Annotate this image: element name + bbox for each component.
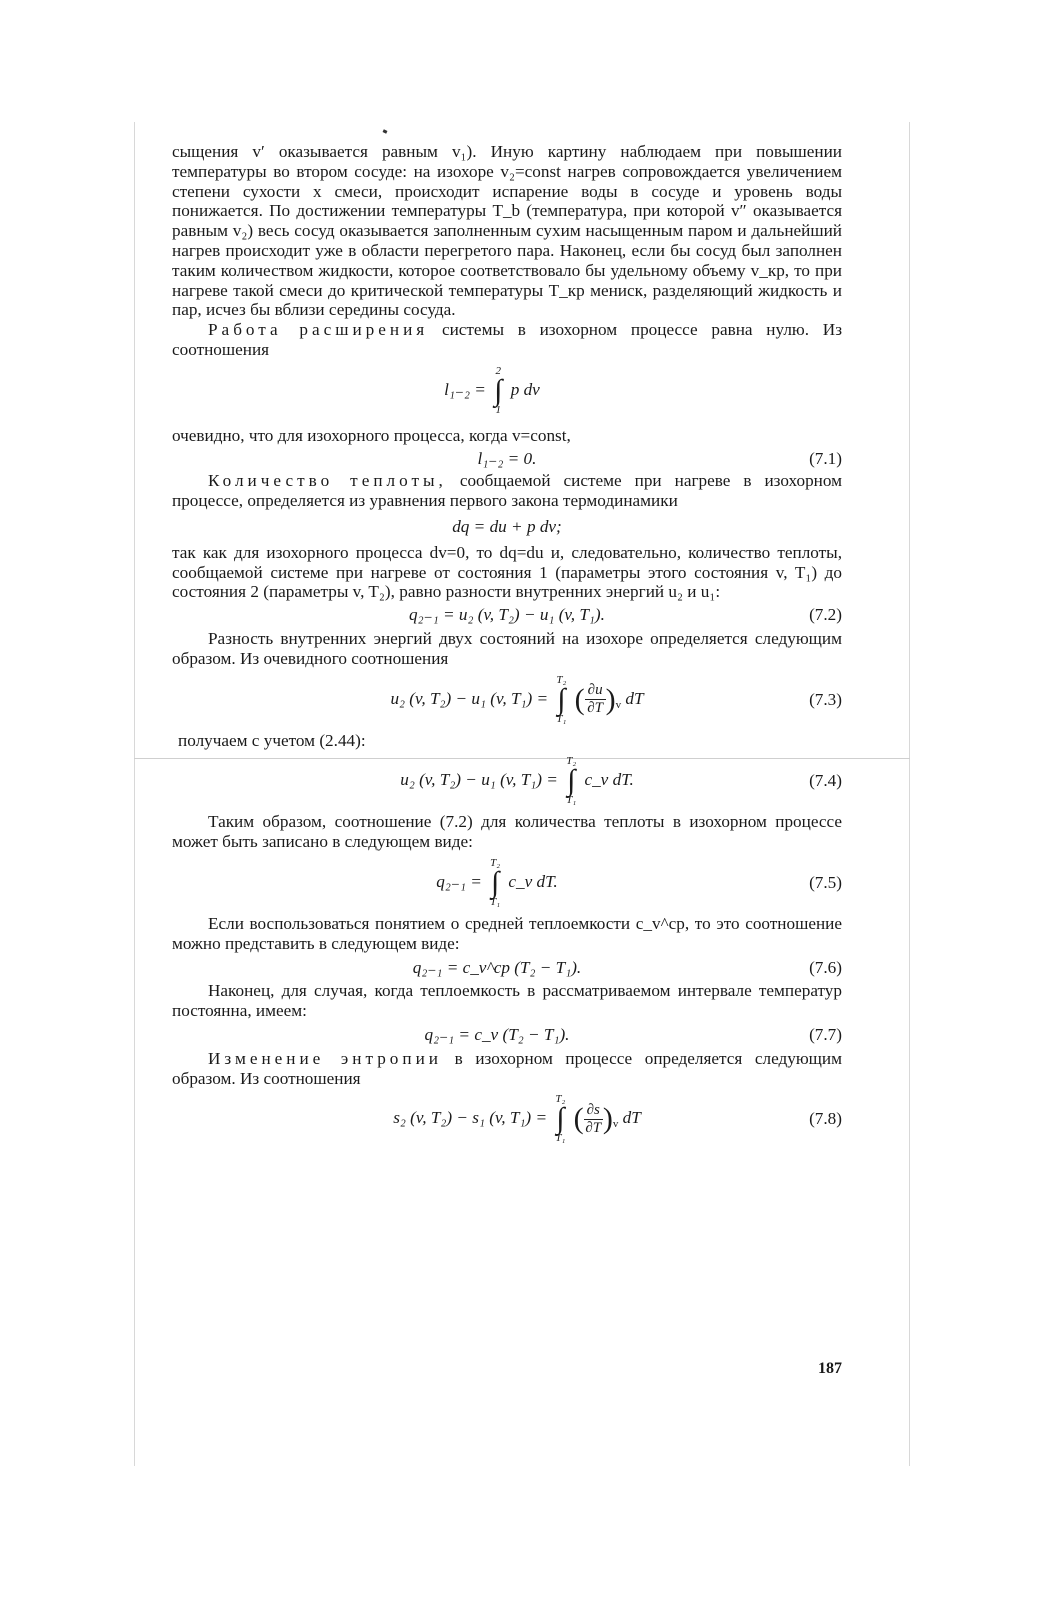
equation-work-integral — [172, 366, 842, 416]
paragraph-11 — [172, 1049, 842, 1089]
equation-7-8: s₂ (v, T₂) − s₁ (v, T₁) = T₂ ∫ T₁ ( $\frac{\partial s}{\partial T}$ )$_v$ dT (7.8) — [393, 1093, 842, 1145]
page-text — [172, 142, 842, 1150]
eq-7-5-lhs: q₂₋₁ = — [436, 871, 482, 891]
frac-subscript: v — [612, 1118, 619, 1131]
paragraph-2-text: системы в изохорном процессе равна нулю. Из соотношения — [172, 320, 842, 359]
integral-lower: 1 — [495, 403, 502, 416]
paragraph-9: Если воспользоваться понятием о средней теплоемкости c_v^ср, то это соотношение можно представить в следующем виде: — [172, 913, 842, 953]
equation-7-5 — [172, 858, 842, 908]
paragraph-8: Таким образом, соотношение (7.2) для количества теплоты в изохорном процессе может быть записано в следующем виде: — [172, 812, 842, 852]
equation-7-7 — [172, 1025, 842, 1045]
paragraph-4 — [172, 471, 842, 511]
eq-7-4-number: (7.4) — [809, 771, 842, 791]
integral-sign: T₂ ∫ T₁ — [556, 673, 567, 725]
equation-7-3: u₂ (v, T₂) − u₁ (v, T₁) = T₂ ∫ T₁ ( $\frac{\partial u}{\partial T}$ )$_v$ dT (7.3) — [390, 673, 842, 725]
frac-subscript: v — [615, 698, 622, 711]
eq-7-3-lhs: u₂ (v, T₂) − u₁ (v, T₁) = — [390, 688, 549, 708]
eq-7-5-number: (7.5) — [809, 873, 842, 893]
eq-7-2-body: q₂₋₁ = u₂ (v, T₂) − u₁ (v, T₁). — [409, 605, 605, 625]
integral-upper: T₂ — [566, 755, 577, 768]
integral-sign: 2 ∫ 1 — [494, 364, 503, 416]
eq-first-law-body: dq = du + p dv; — [452, 516, 562, 536]
integral-upper: 2 — [495, 364, 502, 377]
equation-7-4 — [172, 756, 842, 806]
eq-7-8-tail: dT — [622, 1108, 641, 1128]
paragraph-2 — [172, 320, 842, 360]
paragraph-7: получаем с учетом (2.44): — [178, 730, 366, 750]
eq-7-7-body: q₂₋₁ = c_v (T₂ − T₁). — [424, 1024, 570, 1044]
eq-7-4-lhs: u₂ (v, T₂) − u₁ (v, T₁) = — [400, 770, 558, 790]
equation-7-6 — [172, 958, 842, 978]
eq-7-8-number: (7.8) — [809, 1109, 842, 1129]
frac-denominator: ∂T — [587, 700, 604, 717]
eq-7-2-number: (7.2) — [809, 605, 842, 625]
integral-upper: T₂ — [556, 673, 567, 686]
eq-7-5-rhs: c_v dT. — [508, 871, 558, 891]
integral-lower: T₁ — [566, 794, 577, 807]
paragraph-1: сыщения v′ оказывается равным v₁). Иную картину наблюдаем при повышении температуры во втором сосуде: на изохоре v₂=const нагрев сопровождается увеличением степени сухости x смеси, происходит испарение воды в сосуде и уровень воды понижается. По достижении температуры T_b (температура, при которой v″ оказывается равным v₂) весь сосуд оказывается заполненным сухим насыщенным паром и дальнейший нагрев происходит уже в области перегретого пара. Наконец, если бы сосуд был заполнен таким количеством жидкости, которое соответствовало бы удельному объему v_кр, то при нагреве такой смеси до критической температуры T_кр мениск, разделяющий жидкость и пар, исчез бы вблизи середины сосуда. — [172, 142, 842, 320]
integral-upper: T₂ — [490, 856, 501, 869]
eq-7-7-number: (7.7) — [809, 1024, 842, 1044]
scan-speck — [383, 129, 388, 133]
eq-7-6-body: q₂₋₁ = c_v^ср (T₂ − T₁). — [412, 957, 582, 977]
paragraph-10: Наконец, для случая, когда теплоемкость в рассматриваемом интервале температур постоянна, имеем: — [172, 981, 842, 1021]
eq-lhs: l₁₋₂ = — [444, 379, 486, 399]
eq-7-8-lhs: s₂ (v, T₂) − s₁ (v, T₁) = — [393, 1108, 548, 1128]
eq-rhs: p dv — [510, 379, 540, 399]
left-margin-line — [134, 122, 135, 1466]
partial-fraction — [584, 1102, 603, 1137]
frac-numerator: ∂u — [585, 682, 606, 700]
page-number: 187 — [818, 1360, 842, 1377]
integral-upper: T₂ — [555, 1093, 566, 1106]
paragraph-11-text: в изохорном процессе определяется следующим образом. Из соотношения — [172, 1048, 842, 1088]
equation-7-1 — [172, 449, 842, 469]
eq-7-6-number: (7.6) — [809, 957, 842, 977]
right-margin-line — [909, 122, 910, 1466]
eq-7-3-number: (7.3) — [809, 689, 842, 709]
integral-lower: T₁ — [556, 712, 567, 725]
emphasis-entropy: Изменение энтропии — [208, 1048, 442, 1068]
paragraph-6: Разность внутренних энергий двух состояний на изохоре определяется следующим образом. Из очевидного соотношения — [172, 628, 842, 668]
integral-sign: T₂ ∫ T₁ — [566, 755, 577, 807]
eq-7-3-tail: dT — [625, 688, 644, 708]
frac-denominator: ∂T — [585, 1119, 602, 1136]
integral-sign: T₂ ∫ T₁ — [490, 856, 501, 908]
eq-7-4-rhs: c_v dT. — [584, 770, 634, 790]
integral-lower: T₁ — [490, 895, 501, 908]
emphasis-heat: Количество теплоты, — [208, 471, 447, 491]
integral-sign: T₂ ∫ T₁ — [555, 1093, 566, 1145]
paragraph-5: так как для изохорного процесса dv=0, то dq=du и, следовательно, количество теплоты, сообщаемой системе при нагреве от состояния 1 (параметры этого состояния v, T₁) до состояния 2 (параметры v, T₂), равно разности внутренних энергий u₂ и u₁: — [172, 542, 842, 602]
integral-lower: T₁ — [555, 1132, 566, 1145]
paragraph-4-text: сообщаемой системе при нагреве в изохорном процессе, определяется из уравнения первого закона термодинамики — [172, 471, 843, 511]
eq-7-1-number: (7.1) — [809, 448, 842, 468]
paragraph-3: очевидно, что для изохорного процесса, когда v=const, — [172, 425, 571, 445]
equation-first-law — [172, 517, 842, 537]
equation-7-2 — [172, 605, 842, 625]
emphasis-work: Работа расширения — [208, 320, 429, 340]
eq-7-1-body: l₁₋₂ = 0. — [477, 448, 537, 468]
frac-numerator: ∂s — [584, 1102, 603, 1120]
partial-fraction — [585, 682, 606, 717]
